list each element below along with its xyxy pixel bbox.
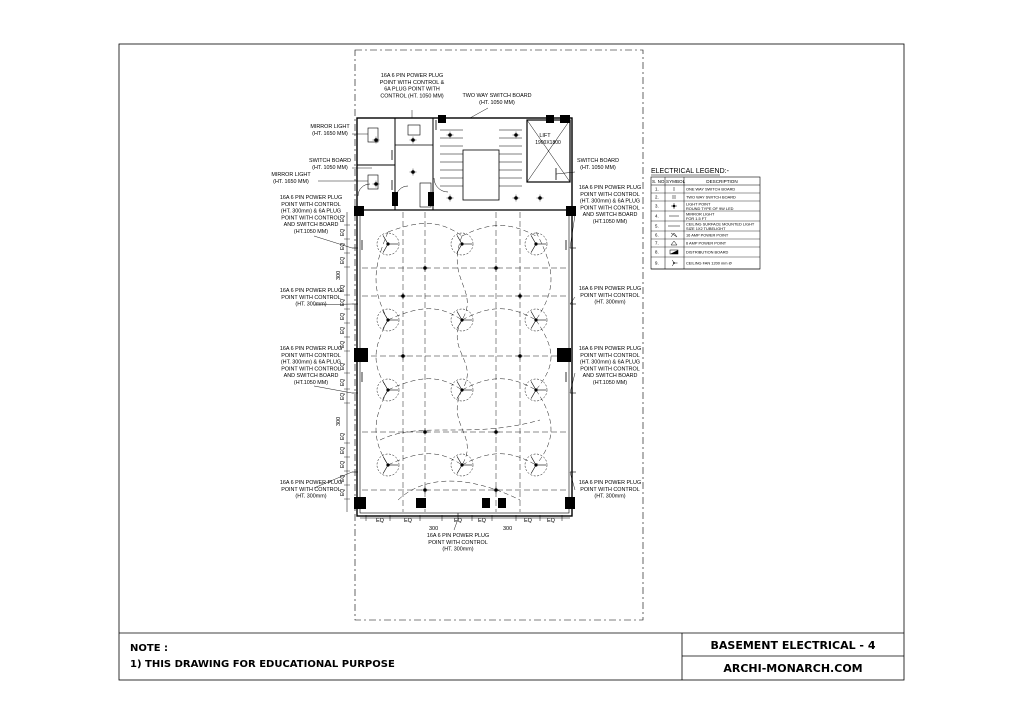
dim-eq: EQ: [340, 474, 346, 482]
legend-header: DESCRIPTION: [706, 179, 738, 184]
callout-mirror-left: MIRROR LIGHT: [271, 172, 311, 178]
legend-row-no: 7.: [655, 240, 659, 246]
dim-eq: EQ: [454, 518, 462, 524]
callout-right-3: (HT.1050 MM): [592, 380, 628, 386]
dim-eq: EQ: [340, 284, 346, 292]
callout-left-2: (HT. 300mm): [295, 301, 327, 308]
callout-top-plug: POINT WITH CONTROL &: [379, 79, 445, 86]
callout-switch-right: SWITCH BOARD: [577, 158, 619, 164]
callout-left-4: POINT WITH CONTROL: [281, 486, 341, 493]
callout-right-1: (HT. 300mm) & 6A PLUG: [579, 198, 641, 205]
legend-header: SYMBOL: [666, 179, 686, 184]
callout-left-2: POINT WITH CONTROL: [281, 294, 341, 301]
callout-left-1: 16A 6 PIN POWER PLUG: [279, 195, 343, 201]
callout-left-1: (HT. 300mm) & 6A PLUG: [280, 208, 342, 215]
callout-right-2: POINT WITH CONTROL: [580, 292, 640, 299]
callout-bottom: POINT WITH CONTROL: [428, 539, 488, 546]
callout-top-plug: CONTROL (HT. 1050 MM): [380, 93, 444, 100]
callout-left-3: POINT WITH CONTROL: [281, 366, 341, 373]
callout-right-1: (HT.1050 MM): [592, 219, 628, 225]
dim-300: 300: [429, 526, 439, 532]
callout-left-4: 16A 6 PIN POWER PLUG: [279, 480, 343, 486]
callout-right-1: 16A 6 PIN POWER PLUG: [578, 185, 642, 191]
callout-top-plug: 6A PLUG POINT WITH: [384, 86, 440, 93]
callout-mirror-left: (HT. 1650 MM): [273, 178, 309, 185]
dim-eq: EQ: [340, 460, 346, 468]
callout-mirror-top: MIRROR LIGHT: [310, 124, 350, 130]
legend-row-desc: SIZE 1X2 TUBELIGHT: [686, 225, 726, 231]
callout-right-2: (HT. 300mm): [594, 299, 626, 306]
callout-right-3: POINT WITH CONTROL: [580, 366, 640, 373]
callout-left-3: POINT WITH CONTROL: [281, 352, 341, 359]
callout-two-way: TWO WAY SWITCH BOARD: [462, 93, 532, 99]
lift-label: LIFT: [539, 133, 551, 139]
dim-300: 300: [336, 270, 342, 280]
dim-eq: EQ: [340, 312, 346, 320]
note-line: 1) THIS DRAWING FOR EDUCATIONAL PURPOSE: [130, 659, 395, 670]
callout-left-2: 16A 6 PIN POWER PLUG: [279, 288, 343, 294]
callout-left-3: AND SWITCH BOARD: [283, 373, 339, 380]
callout-switch-left: SWITCH BOARD: [309, 158, 351, 164]
callout-bottom: 16A 6 PIN POWER PLUG: [426, 533, 490, 539]
dim-eq: EQ: [340, 214, 346, 222]
callout-left-3: (HT.1050 MM): [293, 380, 329, 386]
callout-left-1: AND SWITCH BOARD: [283, 222, 339, 229]
legend-row-no: 6.: [655, 232, 659, 238]
legend-header: S. NO.: [652, 179, 666, 184]
callout-left-1: (HT.1050 MM): [293, 229, 329, 235]
legend-row-no: 1.: [655, 186, 659, 192]
callout-left-3: (HT. 300mm) & 6A PLUG: [280, 359, 342, 366]
legend-row-desc: LIGHT POINT: [686, 201, 711, 207]
dim-eq: EQ: [340, 488, 346, 496]
dim-eq: EQ: [340, 326, 346, 334]
callout-right-1: AND SWITCH BOARD: [582, 212, 638, 219]
legend-row-desc: DISTRIBUTION BOARD: [686, 249, 729, 255]
dim-eq: EQ: [547, 518, 555, 524]
callout-right-1: POINT WITH CONTROL: [580, 205, 640, 212]
callout-right-4: 16A 6 PIN POWER PLUG: [578, 480, 642, 486]
lift-size: 1900X1800: [535, 140, 561, 146]
dim-eq: EQ: [340, 242, 346, 250]
legend-row-no: 8.: [655, 249, 659, 255]
callout-switch-left: (HT. 1050 MM): [312, 164, 348, 171]
legend-row-desc: ROUND TYPE OF 9W LED: [686, 205, 734, 211]
legend-row-desc: CEILING FAN 1200 mm Ø: [686, 260, 732, 266]
callout-two-way: (HT. 1050 MM): [479, 99, 515, 106]
legend-row-desc: CEILING SURFACE MOUNTED LIGHT: [686, 221, 755, 227]
dim-eq: EQ: [340, 446, 346, 454]
brand-name: ARCHI-MONARCH.COM: [723, 662, 863, 675]
callout-mirror-top: (HT. 1650 MM): [312, 130, 348, 137]
legend-row-desc: ONE WAY SWITCH BOARD: [686, 186, 736, 192]
callout-right-4: (HT. 300mm): [594, 493, 626, 500]
callout-right-4: POINT WITH CONTROL: [580, 486, 640, 493]
legend-row-desc: TWO WAY SWITCH BOARD: [686, 194, 736, 200]
dim-eq: EQ: [340, 378, 346, 386]
legend-row-no: 9.: [655, 260, 659, 266]
dim-eq: EQ: [340, 228, 346, 236]
dim-eq: EQ: [340, 392, 346, 400]
legend-row-no: 3.: [655, 203, 659, 209]
drawing-title: BASEMENT ELECTRICAL - 4: [710, 639, 876, 652]
callout-left-1: POINT WITH CONTROL: [281, 201, 341, 208]
dim-eq: EQ: [340, 256, 346, 264]
callout-right-3: AND SWITCH BOARD: [582, 373, 638, 380]
dim-300: 300: [503, 526, 513, 532]
dim-eq: EQ: [340, 362, 346, 370]
sheet-border: [119, 44, 904, 680]
callout-right-1: POINT WITH CONTROL: [580, 191, 640, 198]
callout-right-3: 16A 6 PIN POWER PLUG: [578, 346, 642, 352]
callout-bottom: (HT. 300mm): [442, 546, 474, 553]
legend-row-no: 2.: [655, 194, 659, 200]
callout-left-4: (HT. 300mm): [295, 493, 327, 500]
legend-row-no: 5.: [655, 223, 659, 229]
dim-eq: EQ: [376, 518, 384, 524]
callout-right-3: (HT. 300mm) & 6A PLUG: [579, 359, 641, 366]
legend-row-desc: FOR 1.5 FT: [686, 215, 707, 221]
legend-row-desc: 16 AMP POWER POINT: [686, 232, 729, 238]
dim-eq: EQ: [478, 518, 486, 524]
callout-right-3: POINT WITH CONTROL: [580, 352, 640, 359]
callout-switch-right: (HT. 1050 MM): [580, 164, 616, 171]
dim-eq: EQ: [340, 340, 346, 348]
dim-eq: EQ: [340, 432, 346, 440]
legend-row-desc: 6 AMP POWER POINT: [686, 240, 727, 246]
callout-left-3: 16A 6 PIN POWER PLUG: [279, 346, 343, 352]
dim-eq: EQ: [340, 298, 346, 306]
legend-row-no: 4.: [655, 213, 659, 219]
callout-left-1: POINT WITH CONTROL: [281, 215, 341, 222]
dim-300: 300: [336, 416, 342, 426]
legend-title: ELECTRICAL LEGEND:-: [651, 168, 729, 175]
dim-eq: EQ: [524, 518, 532, 524]
dim-eq: EQ: [404, 518, 412, 524]
callout-right-2: 16A 6 PIN POWER PLUG: [578, 286, 642, 292]
callout-top-plug: 16A 6 PIN POWER PLUG: [380, 73, 444, 79]
legend-row-desc: MIRROR LIGHT: [686, 211, 715, 217]
note-label: NOTE :: [130, 643, 169, 654]
